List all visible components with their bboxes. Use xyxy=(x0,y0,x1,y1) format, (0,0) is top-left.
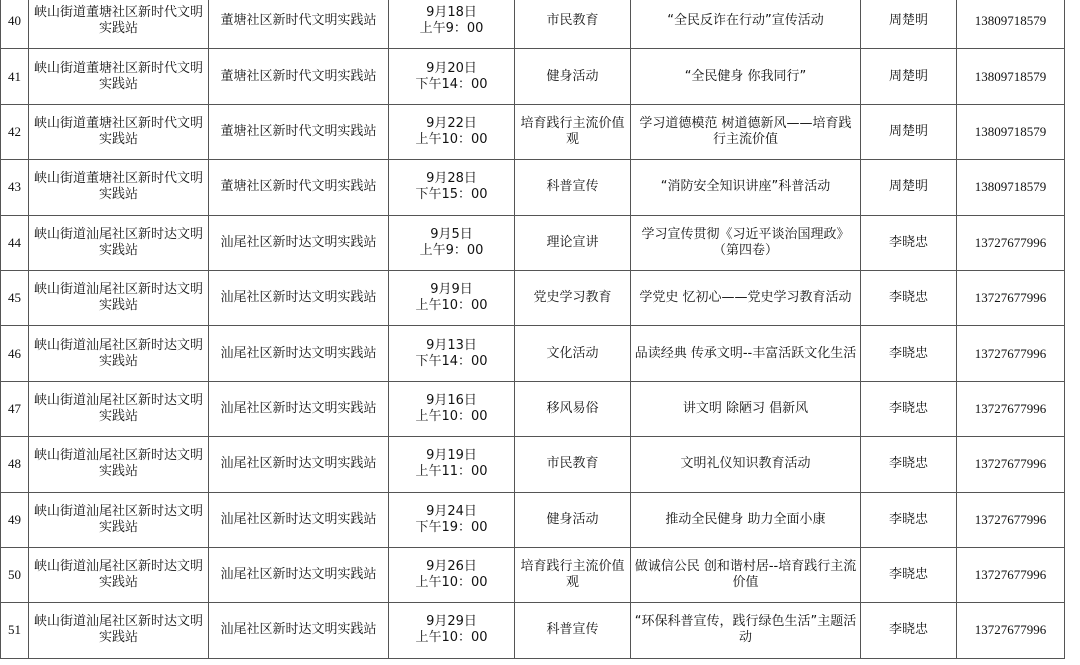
activity-date: 9月29日 xyxy=(426,614,477,630)
activity-title: 做诚信公民 创和谐村居--培育践行主流价值 xyxy=(631,547,861,602)
row-number: 48 xyxy=(1,437,29,492)
activity-time: 下午14：00 xyxy=(415,353,488,369)
activity-time: 上午10：00 xyxy=(415,630,488,646)
table-row xyxy=(1,104,1065,159)
activity-date: 9月9日 xyxy=(430,282,473,298)
station-name: 峡山街道汕尾社区新时达文明实践站 xyxy=(29,215,209,270)
activity-site: 董塘社区新时代文明实践站 xyxy=(209,0,389,49)
contact-phone: 13809718579 xyxy=(957,104,1065,159)
table-row xyxy=(1,547,1065,602)
activity-datetime xyxy=(389,270,515,325)
table-row xyxy=(1,603,1065,658)
activity-date: 9月5日 xyxy=(430,226,473,242)
contact-person: 李晓忠 xyxy=(861,603,957,658)
activity-title: 推动全民健身 助力全面小康 xyxy=(631,492,861,547)
station-name: 峡山街道汕尾社区新时达文明实践站 xyxy=(29,437,209,492)
station-name: 峡山街道汕尾社区新时达文明实践站 xyxy=(29,381,209,436)
activity-title: “全民健身 你我同行” xyxy=(631,49,861,104)
contact-phone: 13809718579 xyxy=(957,160,1065,215)
row-number: 45 xyxy=(1,270,29,325)
table-row xyxy=(1,437,1065,492)
station-name: 峡山街道汕尾社区新时达文明实践站 xyxy=(29,603,209,658)
activity-time: 上午11：00 xyxy=(415,464,488,480)
table-row xyxy=(1,326,1065,381)
contact-phone: 13727677996 xyxy=(957,492,1065,547)
activity-category: 理论宣讲 xyxy=(515,215,631,270)
contact-phone: 13809718579 xyxy=(957,0,1065,49)
activity-category: 市民教育 xyxy=(515,437,631,492)
activity-site: 董塘社区新时代文明实践站 xyxy=(209,160,389,215)
activity-datetime xyxy=(389,104,515,159)
activity-time: 上午10：00 xyxy=(415,131,488,147)
contact-person: 周楚明 xyxy=(861,49,957,104)
activity-site: 汕尾社区新时达文明实践站 xyxy=(209,603,389,658)
contact-person: 周楚明 xyxy=(861,160,957,215)
activity-date: 9月13日 xyxy=(426,337,477,353)
activity-category: 健身活动 xyxy=(515,49,631,104)
activity-datetime xyxy=(389,326,515,381)
activity-category: 科普宣传 xyxy=(515,160,631,215)
activity-time: 上午10：00 xyxy=(415,575,488,591)
table-row xyxy=(1,49,1065,104)
activity-date: 9月28日 xyxy=(426,171,477,187)
row-number: 50 xyxy=(1,547,29,602)
activity-site: 汕尾社区新时达文明实践站 xyxy=(209,326,389,381)
activity-time: 下午14：00 xyxy=(415,76,488,92)
activity-category: 科普宣传 xyxy=(515,603,631,658)
activity-site: 汕尾社区新时达文明实践站 xyxy=(209,381,389,436)
station-name: 峡山街道汕尾社区新时达文明实践站 xyxy=(29,547,209,602)
activity-time: 上午9：00 xyxy=(419,242,484,258)
station-name: 峡山街道汕尾社区新时达文明实践站 xyxy=(29,326,209,381)
activity-site: 汕尾社区新时达文明实践站 xyxy=(209,492,389,547)
activity-category: 市民教育 xyxy=(515,0,631,49)
activity-datetime xyxy=(389,547,515,602)
contact-person: 周楚明 xyxy=(861,0,957,49)
table-row xyxy=(1,160,1065,215)
contact-phone: 13727677996 xyxy=(957,603,1065,658)
activity-site: 汕尾社区新时达文明实践站 xyxy=(209,270,389,325)
row-number: 43 xyxy=(1,160,29,215)
activity-datetime xyxy=(389,492,515,547)
table-row xyxy=(1,270,1065,325)
station-name: 峡山街道汕尾社区新时达文明实践站 xyxy=(29,270,209,325)
activity-time: 上午10：00 xyxy=(415,408,488,424)
row-number: 49 xyxy=(1,492,29,547)
activity-category: 培育践行主流价值观 xyxy=(515,104,631,159)
contact-person: 李晓忠 xyxy=(861,270,957,325)
activity-title: 学习道德模范 树道德新风——培育践行主流价值 xyxy=(631,104,861,159)
activity-category: 党史学习教育 xyxy=(515,270,631,325)
contact-phone: 13727677996 xyxy=(957,381,1065,436)
activity-date: 9月16日 xyxy=(426,392,477,408)
contact-person: 李晓忠 xyxy=(861,437,957,492)
activity-datetime xyxy=(389,215,515,270)
activity-date: 9月19日 xyxy=(426,448,477,464)
station-name: 峡山街道董塘社区新时代文明实践站 xyxy=(29,0,209,49)
activity-title: 品读经典 传承文明--丰富活跃文化生活 xyxy=(631,326,861,381)
activity-datetime xyxy=(389,437,515,492)
activity-date: 9月24日 xyxy=(426,503,477,519)
table-row xyxy=(1,492,1065,547)
activity-time: 下午19：00 xyxy=(415,519,488,535)
contact-person: 李晓忠 xyxy=(861,326,957,381)
activity-title: 讲文明 除陋习 倡新风 xyxy=(631,381,861,436)
row-number: 40 xyxy=(1,0,29,49)
activity-datetime xyxy=(389,49,515,104)
activity-site: 董塘社区新时代文明实践站 xyxy=(209,49,389,104)
table-row xyxy=(1,381,1065,436)
activity-site: 董塘社区新时代文明实践站 xyxy=(209,104,389,159)
activity-category: 健身活动 xyxy=(515,492,631,547)
activity-title: “环保科普宣传，践行绿色生活”主题活动 xyxy=(631,603,861,658)
activity-date: 9月20日 xyxy=(426,60,477,76)
contact-phone: 13727677996 xyxy=(957,547,1065,602)
activity-title: “消防安全知识讲座”科普活动 xyxy=(631,160,861,215)
contact-phone: 13727677996 xyxy=(957,215,1065,270)
table-row xyxy=(1,215,1065,270)
contact-person: 周楚明 xyxy=(861,104,957,159)
activity-site: 汕尾社区新时达文明实践站 xyxy=(209,437,389,492)
activity-datetime xyxy=(389,381,515,436)
activity-site: 汕尾社区新时达文明实践站 xyxy=(209,215,389,270)
row-number: 47 xyxy=(1,381,29,436)
contact-phone: 13809718579 xyxy=(957,49,1065,104)
activity-category: 培育践行主流价值观 xyxy=(515,547,631,602)
activity-title: 学党史 忆初心——党史学习教育活动 xyxy=(631,270,861,325)
table-body xyxy=(1,0,1065,658)
activity-datetime xyxy=(389,160,515,215)
activity-title: “全民反诈在行动”宣传活动 xyxy=(631,0,861,49)
activity-time: 上午9：00 xyxy=(419,21,484,37)
activity-category: 移风易俗 xyxy=(515,381,631,436)
contact-person: 李晓忠 xyxy=(861,492,957,547)
activity-category: 文化活动 xyxy=(515,326,631,381)
contact-phone: 13727677996 xyxy=(957,270,1065,325)
activity-title: 文明礼仪知识教育活动 xyxy=(631,437,861,492)
activity-site: 汕尾社区新时达文明实践站 xyxy=(209,547,389,602)
activity-title: 学习宣传贯彻《习近平谈治国理政》（第四卷） xyxy=(631,215,861,270)
station-name: 峡山街道董塘社区新时代文明实践站 xyxy=(29,49,209,104)
station-name: 峡山街道汕尾社区新时达文明实践站 xyxy=(29,492,209,547)
activity-datetime xyxy=(389,0,515,49)
contact-person: 李晓忠 xyxy=(861,215,957,270)
activity-date: 9月18日 xyxy=(426,5,477,21)
activity-time: 下午15：00 xyxy=(415,187,488,203)
station-name: 峡山街道董塘社区新时代文明实践站 xyxy=(29,160,209,215)
activity-date: 9月22日 xyxy=(426,115,477,131)
row-number: 42 xyxy=(1,104,29,159)
activity-time: 上午10：00 xyxy=(415,298,488,314)
contact-phone: 13727677996 xyxy=(957,437,1065,492)
contact-person: 李晓忠 xyxy=(861,547,957,602)
activity-datetime xyxy=(389,603,515,658)
station-name: 峡山街道董塘社区新时代文明实践站 xyxy=(29,104,209,159)
row-number: 44 xyxy=(1,215,29,270)
contact-phone: 13727677996 xyxy=(957,326,1065,381)
row-number: 41 xyxy=(1,49,29,104)
row-number: 51 xyxy=(1,603,29,658)
contact-person: 李晓忠 xyxy=(861,381,957,436)
activity-date: 9月26日 xyxy=(426,559,477,575)
table-row xyxy=(1,0,1065,49)
row-number: 46 xyxy=(1,326,29,381)
